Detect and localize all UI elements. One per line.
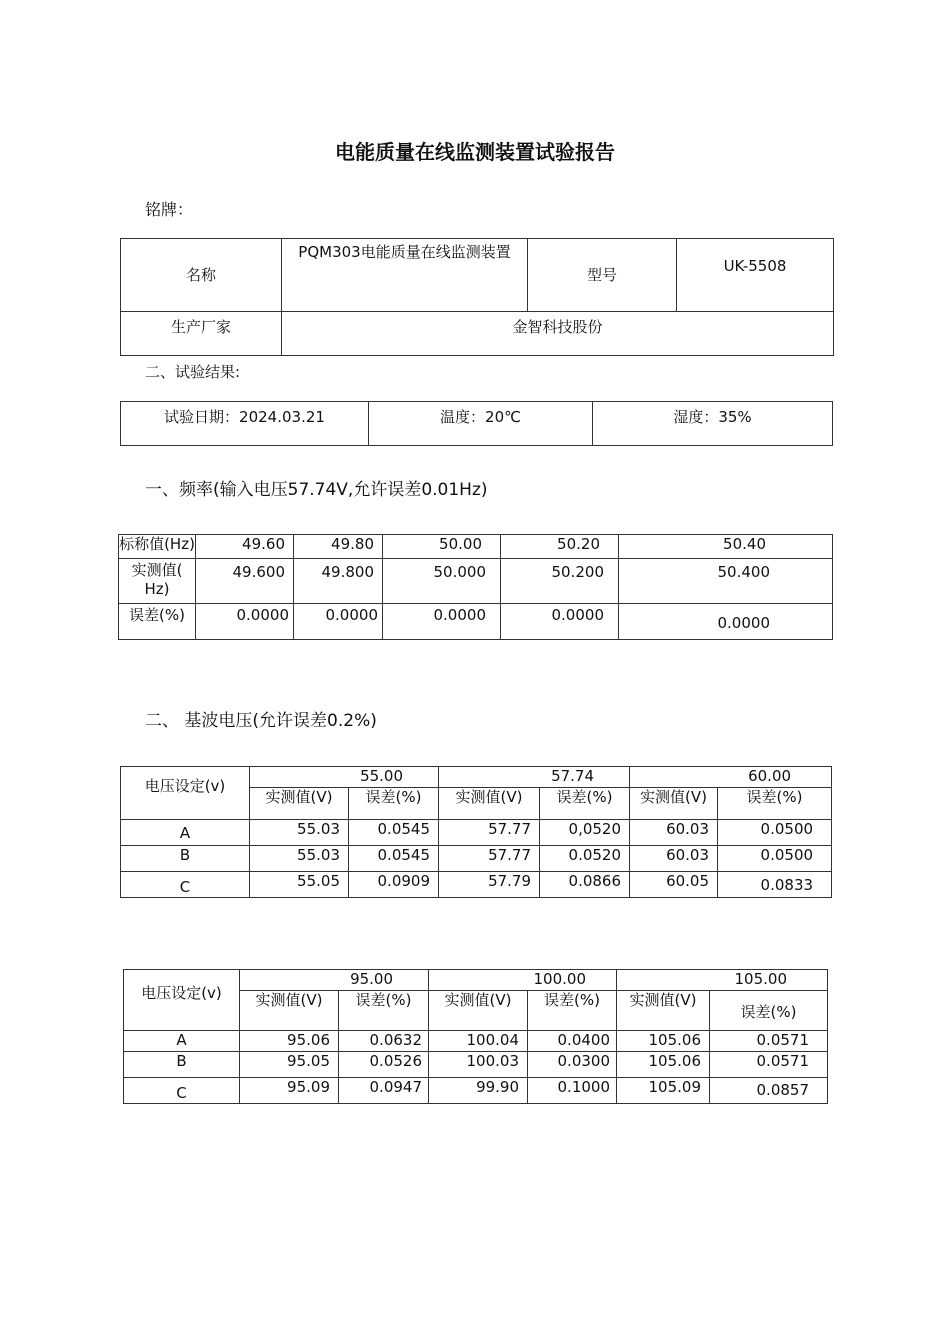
results-label: 二、试验结果: <box>145 363 241 381</box>
measured-cell: 100.04 <box>429 1031 528 1052</box>
measured-cell: 57.79 <box>439 872 540 898</box>
error-cell: 0.0571 <box>710 1031 828 1052</box>
phase-label: B <box>121 846 250 872</box>
freq-error-cell: 0.0000 <box>196 604 294 640</box>
voltage-set-label: 电压设定(v) <box>121 767 250 820</box>
error-header: 误差(%) <box>339 991 429 1031</box>
freq-nominal-cell: 50.20 <box>501 535 619 559</box>
setpoint-header: 100.00 <box>429 970 617 991</box>
phase-label: A <box>124 1031 240 1052</box>
freq-measured-cell: 49.800 <box>294 559 383 604</box>
freq-measured-cell: 50.400 <box>619 559 833 604</box>
freq-nominal-cell: 50.00 <box>383 535 501 559</box>
name-value: PQM303电能质量在线监测装置 <box>282 239 528 312</box>
error-header: 误差(%) <box>528 991 617 1031</box>
measured-cell: 105.09 <box>617 1078 710 1104</box>
error-cell: 0.0500 <box>718 846 832 872</box>
maker-label: 生产厂家 <box>121 312 282 356</box>
voltage-set-label: 电压设定(v) <box>124 970 240 1031</box>
error-cell: 0.0571 <box>710 1052 828 1078</box>
measured-cell: 60.03 <box>630 820 718 846</box>
name-label: 名称 <box>121 239 282 312</box>
phase-label: C <box>121 872 250 898</box>
measured-header: 实测值(V) <box>617 991 710 1031</box>
voltage-table-1 <box>120 766 832 898</box>
freq-error-cell: 0.0000 <box>383 604 501 640</box>
setpoint-header: 105.00 <box>617 970 828 991</box>
measured-cell: 95.06 <box>240 1031 339 1052</box>
error-header: 误差(%) <box>540 788 630 820</box>
setpoint-header: 60.00 <box>630 767 832 788</box>
frequency-table <box>118 534 833 640</box>
phase-label: C <box>124 1078 240 1104</box>
error-cell: 0.0947 <box>339 1078 429 1104</box>
measured-header: 实测值(V) <box>250 788 349 820</box>
freq-nominal-cell: 49.80 <box>294 535 383 559</box>
model-value: UK-5508 <box>677 239 834 312</box>
error-cell: 0.0632 <box>339 1031 429 1052</box>
freq-nominal-cell: 50.40 <box>619 535 833 559</box>
measured-header: 实测值(V) <box>429 991 528 1031</box>
conditions-table <box>120 401 833 446</box>
error-cell: 0.0909 <box>349 872 439 898</box>
error-cell: 0.1000 <box>528 1078 617 1104</box>
measured-cell: 55.03 <box>250 820 349 846</box>
setpoint-header: 55.00 <box>250 767 439 788</box>
setpoint-header: 57.74 <box>439 767 630 788</box>
report-title: 电能质量在线监测装置试验报告 <box>335 140 615 164</box>
nameplate-table <box>120 238 834 356</box>
phase-label: A <box>121 820 250 846</box>
freq-measured-label: 实测值( Hz) <box>119 559 196 604</box>
measured-header: 实测值(V) <box>240 991 339 1031</box>
test-date: 试验日期：2024.03.21 <box>121 402 369 446</box>
freq-error-cell: 0.0000 <box>501 604 619 640</box>
measured-cell: 100.03 <box>429 1052 528 1078</box>
measured-cell: 57.77 <box>439 846 540 872</box>
frequency-heading: 一、频率(输入电压57.74V,允许误差0.01Hz) <box>145 480 488 500</box>
freq-measured-cell: 50.200 <box>501 559 619 604</box>
nameplate-label: 铭牌： <box>145 200 194 219</box>
error-cell: 0.0833 <box>718 872 832 898</box>
measured-cell: 60.03 <box>630 846 718 872</box>
voltage-heading: 二、 基波电压(允许误差0.2%) <box>145 711 377 731</box>
model-label: 型号 <box>528 239 677 312</box>
freq-error-cell: 0.0000 <box>619 604 833 640</box>
error-cell: 0.0500 <box>718 820 832 846</box>
freq-error-cell: 0.0000 <box>294 604 383 640</box>
phase-label: B <box>124 1052 240 1078</box>
measured-cell: 105.06 <box>617 1031 710 1052</box>
error-cell: 0.0545 <box>349 846 439 872</box>
temperature: 温度：20℃ <box>369 402 593 446</box>
freq-nominal-label: 标称值(Hz) <box>119 535 196 559</box>
measured-header: 实测值(V) <box>439 788 540 820</box>
error-cell: 0.0866 <box>540 872 630 898</box>
error-cell: 0.0400 <box>528 1031 617 1052</box>
measured-cell: 55.03 <box>250 846 349 872</box>
freq-measured-cell: 50.000 <box>383 559 501 604</box>
error-header: 误差(%) <box>710 991 828 1031</box>
measured-cell: 105.06 <box>617 1052 710 1078</box>
setpoint-header: 95.00 <box>240 970 429 991</box>
measured-cell: 95.05 <box>240 1052 339 1078</box>
error-cell: 0.0520 <box>540 846 630 872</box>
freq-nominal-cell: 49.60 <box>196 535 294 559</box>
measured-header: 实测值(V) <box>630 788 718 820</box>
error-cell: 0,0520 <box>540 820 630 846</box>
measured-cell: 60.05 <box>630 872 718 898</box>
measured-cell: 57.77 <box>439 820 540 846</box>
measured-cell: 95.09 <box>240 1078 339 1104</box>
error-cell: 0.0300 <box>528 1052 617 1078</box>
error-cell: 0.0857 <box>710 1078 828 1104</box>
freq-measured-cell: 49.600 <box>196 559 294 604</box>
voltage-table-2 <box>123 969 828 1104</box>
error-header: 误差(%) <box>718 788 832 820</box>
measured-cell: 55.05 <box>250 872 349 898</box>
maker-value: 金智科技股份 <box>282 312 834 356</box>
humidity: 湿度：35% <box>593 402 833 446</box>
freq-error-label: 误差(%) <box>119 604 196 640</box>
error-cell: 0.0545 <box>349 820 439 846</box>
error-header: 误差(%) <box>349 788 439 820</box>
measured-cell: 99.90 <box>429 1078 528 1104</box>
error-cell: 0.0526 <box>339 1052 429 1078</box>
